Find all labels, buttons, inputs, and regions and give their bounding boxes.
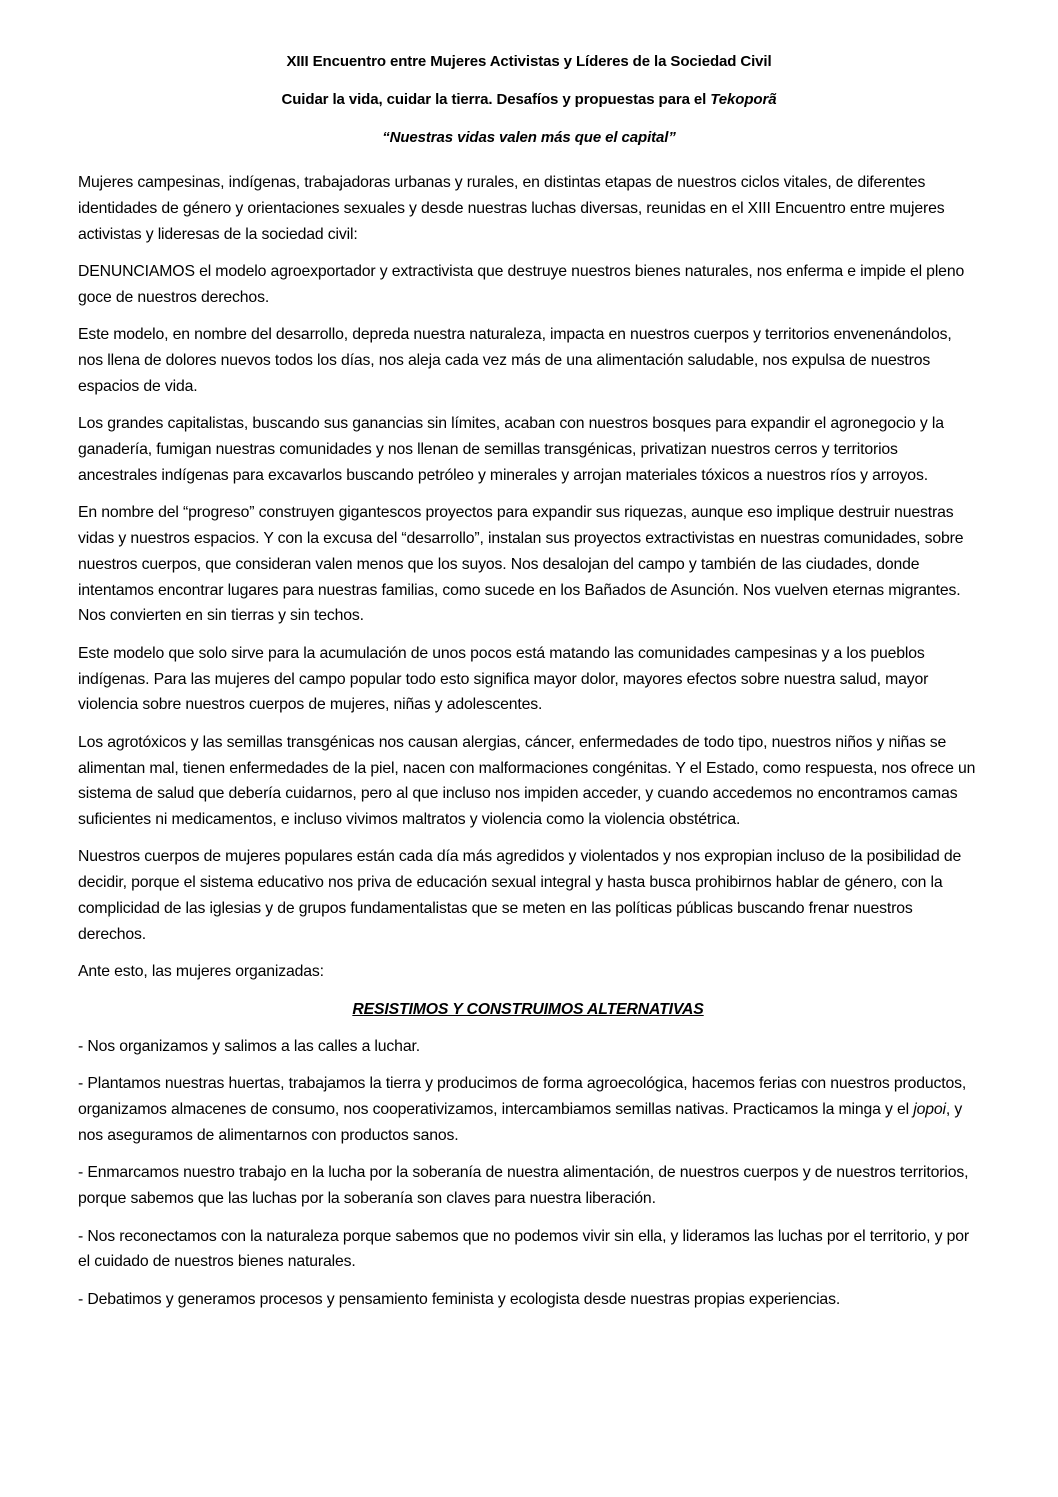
document-body [78, 170, 978, 1324]
paragraph-ante: Ante esto, las mujeres organizadas: [78, 963, 324, 981]
paragraph-acumulacion: Este modelo que solo sirve para la acumulación de unos pocos está matando las comunidades campesinas y a los pueblos indígenas. Para las mujeres del campo popular todo esto significa mayor dolor, mayores efectos sobre nuestra salud, mayor violencia sobre nuestros cuerpos de mujeres, niñas y adolescentes. [78, 644, 929, 714]
list-item [78, 1071, 978, 1148]
list-item: - Nos reconectamos con la naturaleza porque sabemos que no podemos vivir sin ella, y lideramos las luchas por el territorio, y por el cuidado de nuestros bienes naturales. [78, 1227, 970, 1271]
subtitle-italic-word: Tekoporã [710, 91, 777, 108]
list-item: - Enmarcamos nuestro trabajo en la lucha por la soberanía de nuestra alimentación, de nuestros cuerpos y de nuestros territorios, porque sabemos que las luchas por la soberanía son claves para nuestra liberación. [78, 1164, 969, 1208]
paragraph-intro: Mujeres campesinas, indígenas, trabajadoras urbanas y rurales, en distintas etapas de nuestros ciclos vitales, de diferentes identidades de género y orientaciones sexuales y desde nuestras luchas diversas, reunidas en el XIII Encuentro entre mujeres activistas y lideresas de la sociedad civil: [78, 174, 945, 243]
list-item-text: , y nos aseguramos de alimentarnos con productos sanos. [78, 1101, 963, 1145]
section-title: RESISTIMOS Y CONSTRUIMOS ALTERNATIVAS [352, 1000, 704, 1018]
list-item: - Debatimos y generamos procesos y pensamiento feminista y ecologista desde nuestras propias experiencias. [78, 1290, 841, 1308]
paragraph-modelo: Este modelo, en nombre del desarrollo, depreda nuestra naturaleza, impacta en nuestros cuerpos y territorios envenenándolos, nos llena de dolores nuevos todos los días, nos aleja cada vez más de una alimentación saludable, nos expulsa de nuestros espacios de vida. [78, 326, 952, 395]
list-item: - Nos organizamos y salimos a las calles a luchar. [78, 1038, 420, 1056]
subtitle-text: Cuidar la vida, cuidar la tierra. Desafíos y propuestas para el [281, 91, 711, 108]
paragraph-progreso: En nombre del “progreso” construyen gigantescos proyectos para expandir sus riquezas, aunque eso implique destruir nuestras vidas y nuestros espacios. Y con la excusa del “desarrollo”, instalan sus proyectos extractivistas en nuestras comunidades, sobre nuestros cuerpos, que consideran valen menos que los suyos. Nos desalojan del campo y también de las ciudades, donde intentamos encontrar lugares para nuestras familias, como sucede en los Bañados de Asunción. Nos vuelven eternas migrantes. Nos convierten en sin tierras y sin techos. [78, 504, 964, 625]
list-item-text: - Plantamos nuestras huertas, trabajamos la tierra y producimos de forma agroecológica, hacemos ferias con nuestros productos, organizamos almacenes de consumo, nos cooperativizamos, intercambiamos semillas nativas. Practicamos la minga y el [78, 1075, 967, 1119]
document-motto: “Nuestras vidas valen más que el capital” [382, 129, 676, 146]
paragraph-capitalistas: Los grandes capitalistas, buscando sus ganancias sin límites, acaban con nuestros bosques para expandir el agronegocio y la ganadería, fumigan nuestras comunidades y nos llenan de semillas transgénicas, privatizan nuestros cerros y territorios ancestrales indígenas para excavarlos buscando petróleo y minerales y arrojan materiales tóxicos a nuestros ríos y arroyos. [78, 415, 944, 484]
document-subtitle [0, 90, 1058, 110]
paragraph-agrotoxicos: Los agrotóxicos y las semillas transgénicas nos causan alergias, cáncer, enfermedades de todo tipo, nuestros niños y niñas se alimentan mal, tienen enfermedades de la piel, nacen con malformaciones congénitas. Y el Estado, como respuesta, nos ofrece un sistema de salud que debería cuidarnos, pero al que incluso nos impiden acceder, y cuando accedemos no encontramos camas suficientes ni medicamentos, e incluso vivimos maltratos y violencia como la violencia obstétrica. [78, 733, 976, 829]
paragraph-cuerpos: Nuestros cuerpos de mujeres populares están cada día más agredidos y violentados y nos expropian incluso de la posibilidad de decidir, porque el sistema educativo nos priva de educación sexual integral y hasta busca prohibirnos hablar de género, con la complicidad de las iglesias y de grupos fundamentalistas que se meten en las políticas públicas buscando frenar nuestros derechos. [78, 848, 962, 943]
document-title: XIII Encuentro entre Mujeres Activistas y Líderes de la Sociedad Civil [286, 53, 772, 70]
list-item-italic-word: jopoi [913, 1101, 946, 1119]
paragraph-denuncia: DENUNCIAMOS el modelo agroexportador y extractivista que destruye nuestros bienes naturales, nos enferma e impide el pleno goce de nuestros derechos. [78, 262, 965, 306]
